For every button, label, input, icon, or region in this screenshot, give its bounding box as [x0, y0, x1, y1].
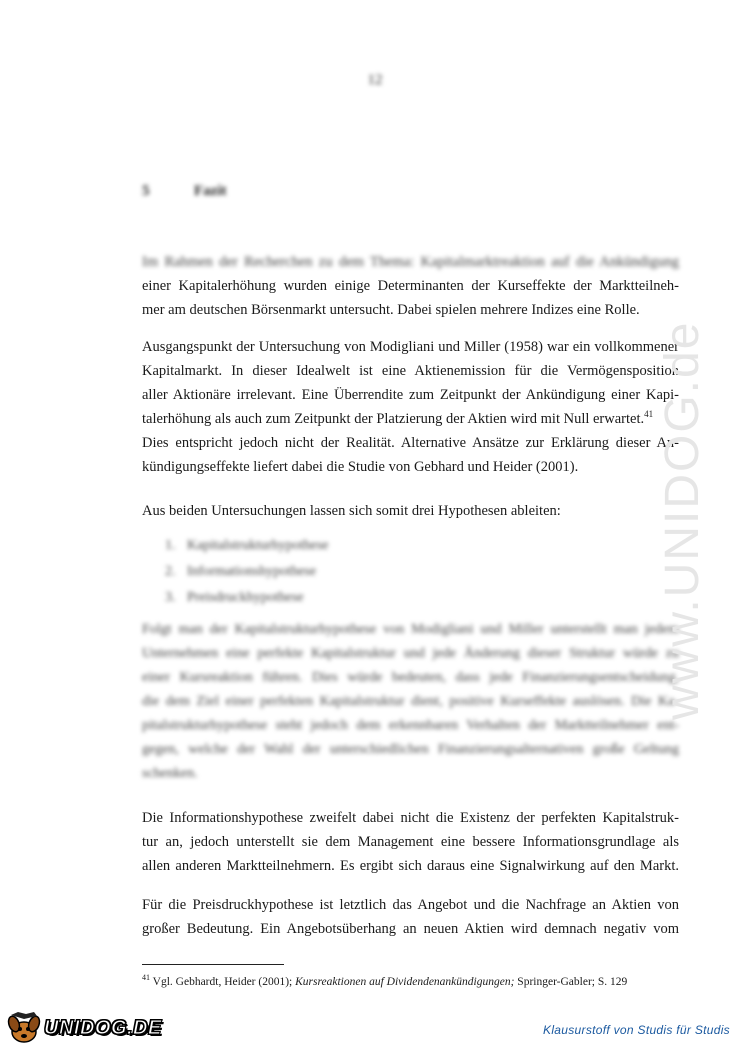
- footnote-prefix: Vgl. Gebhardt, Heider (2001);: [152, 975, 296, 988]
- paragraph-information: [142, 806, 679, 878]
- list-item: [165, 585, 329, 611]
- paragraph-line: mer am deutschen Börsenmarkt untersucht. Dabei spielen mehrere Indizes eine Rolle.: [142, 302, 640, 318]
- footnote-title: Kursreaktionen auf Dividendenankündigungen;: [295, 975, 515, 988]
- dog-mascot-icon: [6, 1011, 42, 1045]
- footnote: [142, 973, 627, 988]
- list-item-number: 2.: [165, 564, 176, 579]
- list-item-label: Informationshypothese: [187, 564, 317, 579]
- list-item-number: 3.: [165, 590, 176, 605]
- section-heading: [142, 183, 226, 200]
- paragraph-capital-structure: [142, 618, 679, 786]
- paragraph-line: Im Rahmen der Recherchen zu dem Thema: Kapitalmarktreaktion auf die Ankündigung: [142, 254, 679, 270]
- unidog-logo[interactable]: [6, 1011, 162, 1045]
- paragraph-line: schenken.: [142, 766, 198, 781]
- footer-slogan: Klausurstoff von Studis für Studis: [543, 1023, 730, 1037]
- footnote-number: 41: [142, 973, 150, 982]
- paragraph-hypotheses-intro: [142, 499, 679, 523]
- paragraph-line: gegen, welche der Wahl der unterschiedlichen Finanzierungsalternativen große Geltung: [142, 742, 679, 757]
- paragraph-line: Dies entspricht jedoch nicht der Realität. Alternative Ansätze zur Erklärung dieser An-: [142, 435, 679, 451]
- paragraph-line: [142, 407, 679, 431]
- paragraph-line: einer Kapitalerhöhung wurden einige Determinanten der Kurseffekte der Marktteilneh-: [142, 278, 679, 294]
- paragraph-line: aller Aktionäre irrelevant. Eine Überrendite zum Zeitpunkt der Ankündigung einer Kapi-: [142, 387, 679, 403]
- paragraph-line-text: talerhöhung als auch zum Zeitpunkt der Platzierung der Aktien wird mit Null erwartet.: [142, 411, 645, 427]
- paragraph-line: Ausgangspunkt der Untersuchung von Modigliani und Miller (1958) war ein vollkommener: [142, 339, 679, 355]
- page-number: 12: [367, 72, 383, 88]
- watermark: www.UNIDOG.de: [656, 320, 709, 720]
- paragraph-line: Folgt man der Kapitalstrukturhypothese von Modigliani und Miller unterstellt man jedem: [142, 622, 679, 637]
- paragraph-price-pressure: [142, 893, 679, 941]
- paragraph-line: Aus beiden Untersuchungen lassen sich somit drei Hypothesen ableiten:: [142, 503, 561, 519]
- paragraph-line: die dem Ziel einer perfekten Kapitalstruktur dient, positive Kurseffekte auslösen. Die Ka-: [142, 694, 679, 709]
- paragraph-line: Kapitalmarkt. In dieser Idealwelt ist eine Aktienemission für die Vermögensposition: [142, 363, 679, 379]
- section-number: 5: [142, 183, 150, 199]
- paragraph-line: kündigungseffekte liefert dabei die Studie von Gebhard und Heider (2001).: [142, 459, 579, 475]
- footnote-suffix: Springer-Gabler; S. 129: [514, 975, 628, 988]
- section-title: Fazit: [194, 183, 227, 199]
- paragraph-line: einer Kursreaktion führen. Dies würde bedeuten, dass jede Finanzierungsentscheidung,: [142, 670, 679, 685]
- list-item: [165, 559, 329, 585]
- paragraph-modigliani-miller: [142, 335, 679, 479]
- footer: [0, 1009, 750, 1047]
- list-item-label: Preisdruckhypothese: [187, 590, 304, 605]
- paragraph-line: Unternehmen eine perfekte Kapitalstruktur und jede Änderung dieser Struktur würde zu: [142, 646, 679, 661]
- footnote-reference: 41: [644, 409, 654, 420]
- paragraph-line: großer Bedeutung. Ein Angebotsüberhang an neuen Aktien wird demnach negativ vom: [142, 921, 679, 937]
- list-item-label: Kapitalstrukturhypothese: [187, 538, 329, 553]
- paragraph-line: Die Informationshypothese zweifelt dabei nicht die Existenz der perfekten Kapitalstruk-: [142, 810, 679, 826]
- paragraph-line: pitalstrukturhypothese steht jedoch dem erkennbaren Verhalten der Marktteilnehmer ent-: [142, 718, 679, 733]
- hypotheses-list: [165, 533, 329, 611]
- paragraph-intro: [142, 250, 679, 322]
- footnote-divider: [142, 964, 284, 965]
- list-item: [165, 533, 329, 559]
- list-item-number: 1.: [165, 538, 176, 553]
- paragraph-line: allen anderen Marktteilnehmern. Es ergibt sich daraus eine Signalwirkung auf den Markt.: [142, 858, 679, 874]
- paragraph-line: tur an, jedoch unterstellt sie dem Management eine bessere Informationsgrundlage als: [142, 834, 679, 850]
- logo-text: UNIDOG.DE: [44, 1016, 162, 1039]
- paragraph-line: Für die Preisdruckhypothese ist letztlich das Angebot und die Nachfrage an Aktien von: [142, 897, 679, 913]
